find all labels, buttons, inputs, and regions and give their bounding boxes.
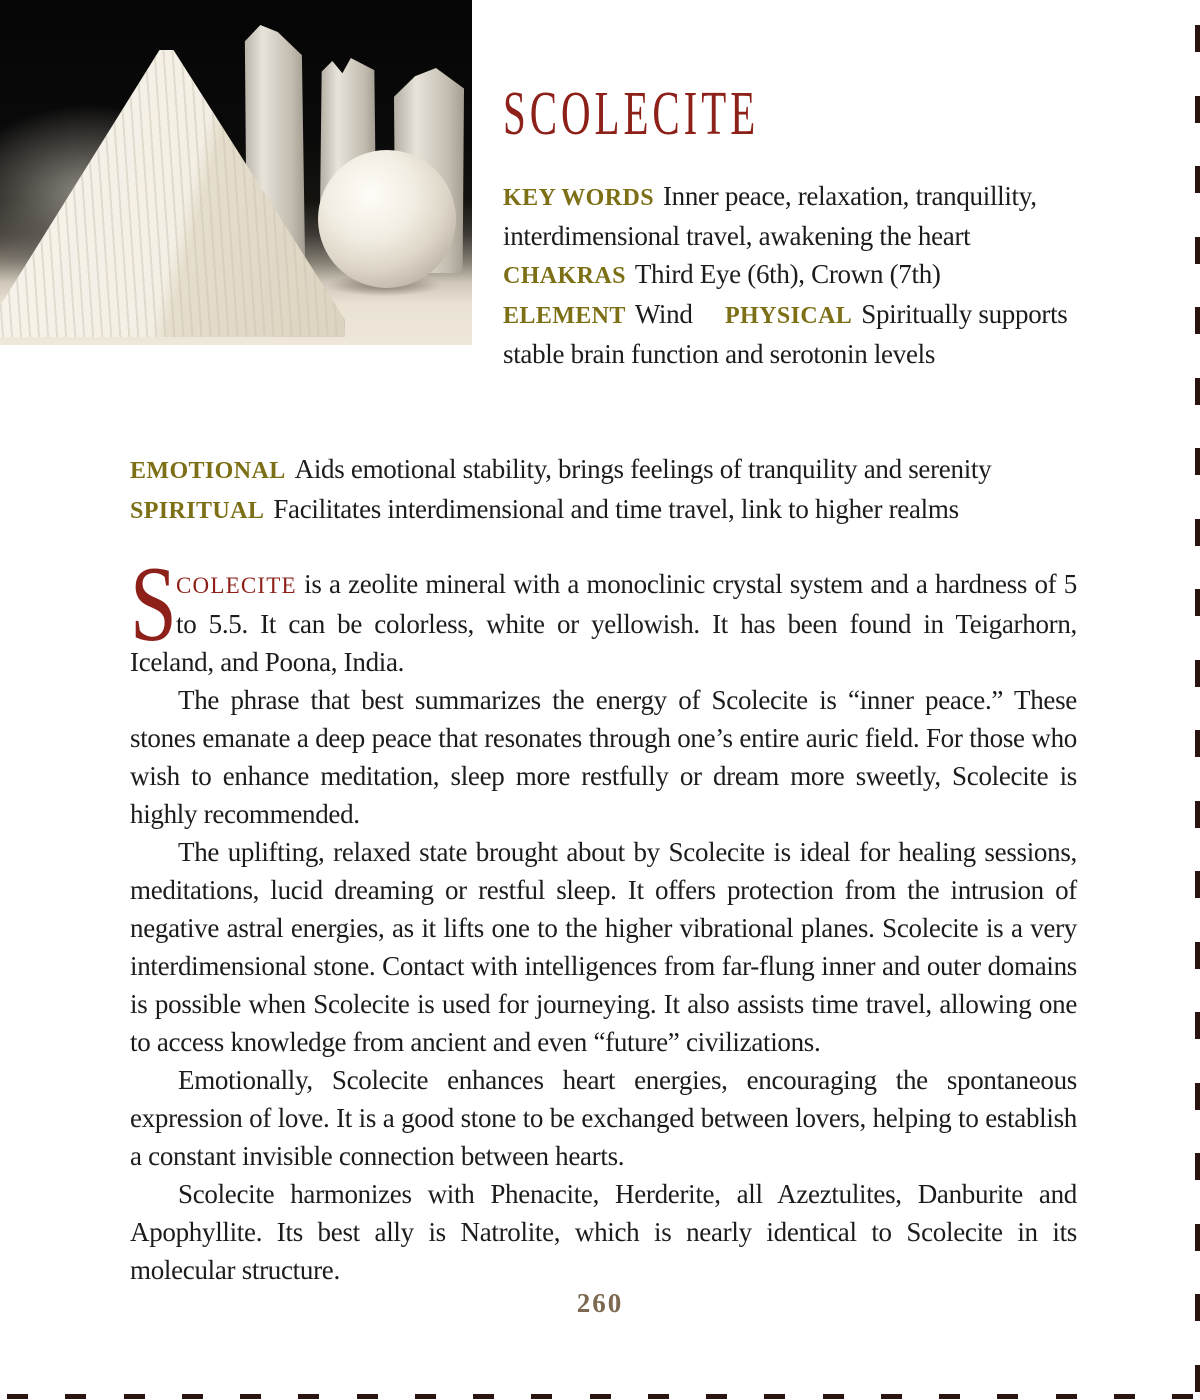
paragraph: [130, 545, 1077, 681]
border-dash: [182, 1394, 203, 1399]
edge-tab-marker: [1195, 871, 1200, 898]
physical-label: PHYSICAL: [725, 303, 853, 329]
edge-tab-column: [1195, 25, 1200, 1392]
border-dash: [997, 1394, 1018, 1399]
border-dash: [124, 1394, 145, 1399]
property-list: [503, 177, 1078, 373]
key-words-label: KEY WORDS: [503, 185, 654, 211]
border-dash: [648, 1394, 669, 1399]
edge-tab-marker: [1195, 1012, 1200, 1039]
edge-tab-marker: [1195, 519, 1200, 546]
spiritual-value: Facilitates interdimensional and time travel, link to higher realms: [273, 494, 959, 524]
paragraph: The uplifting, relaxed state brought about by Scolecite is ideal for healing sessions, meditations, lucid dreaming or restful sleep. It offers protection from the intrusion of negative astral energies, as it lifts one to the higher vibrational planes. Scolecite is a very interdimensional stone. Contact with intelligences from far-flung inner and outer domains is possible when Scolecite is used for journeying. It also assists time travel, allowing one to access knowledge from ancient and even “future” civilizations.: [130, 837, 1077, 1057]
border-dash: [764, 1394, 785, 1399]
border-dash: [706, 1394, 727, 1399]
edge-tab-marker: [1195, 1153, 1200, 1180]
edge-tab-marker: [1195, 378, 1200, 405]
border-dash: [881, 1394, 902, 1399]
crystal-sphere: [318, 150, 456, 288]
drop-cap: S: [130, 545, 177, 664]
physical-value: Spiritually supports stable brain function and serotonin levels: [503, 299, 1068, 369]
edge-tab-marker: [1195, 237, 1200, 264]
border-dash: [531, 1394, 552, 1399]
edge-tab-marker: [1195, 801, 1200, 828]
paragraph: Emotionally, Scolecite enhances heart energies, encouraging the spontaneous expression of love. It is a good stone to be exchanged between lovers, helping to establish a constant invisible connection between hearts.: [130, 1065, 1077, 1171]
border-dash: [298, 1394, 319, 1399]
border-dash: [1114, 1394, 1135, 1399]
edge-tab-marker: [1195, 589, 1200, 616]
paragraph: Scolecite harmonizes with Phenacite, Herderite, all Azeztulites, Danburite and Apophyllite. Its best ally is Natrolite, which is nearly identical to Scolecite in its molecular structure.: [130, 1179, 1077, 1285]
lead-small-caps: COLECITE: [176, 573, 297, 598]
border-dash: [415, 1394, 436, 1399]
edge-tab-marker: [1195, 730, 1200, 757]
emotional-label: EMOTIONAL: [130, 458, 286, 484]
bottom-dash-border: [0, 1394, 1200, 1399]
edge-tab-marker: [1195, 1224, 1200, 1251]
edge-tab-marker: [1195, 96, 1200, 123]
edge-tab-marker: [1195, 1365, 1200, 1392]
chakras-value: Third Eye (6th), Crown (7th): [634, 259, 941, 289]
key-words-value: Inner peace, relaxation, tranquillity, interdimensional travel, awakening the heart: [503, 181, 1037, 251]
article-body: [130, 545, 1077, 1289]
border-dash: [1172, 1394, 1193, 1399]
header-column: [503, 0, 1078, 450]
edge-tab-marker: [1195, 942, 1200, 969]
edge-tab-marker: [1195, 25, 1200, 52]
edge-tab-marker: [1195, 448, 1200, 475]
spiritual-label: SPIRITUAL: [130, 498, 265, 524]
element-label: ELEMENT: [503, 303, 626, 329]
border-dash: [65, 1394, 86, 1399]
border-dash: [240, 1394, 261, 1399]
border-dash: [823, 1394, 844, 1399]
paragraph: The phrase that best summarizes the energy of Scolecite is “inner peace.” These stones emanate a deep peace that resonates through one’s entire auric field. For those who wish to enhance meditation, sleep more restfully or dream more sweetly, Scolecite is highly recommended.: [130, 685, 1077, 829]
emotional-value: Aids emotional stability, brings feelings of tranquility and serenity: [294, 454, 992, 484]
border-dash: [357, 1394, 378, 1399]
border-dash: [473, 1394, 494, 1399]
border-dash: [590, 1394, 611, 1399]
border-dash: [939, 1394, 960, 1399]
edge-tab-marker: [1195, 1294, 1200, 1321]
edge-tab-marker: [1195, 166, 1200, 193]
property-list-wide: [130, 450, 1077, 530]
paragraph-text: is a zeolite mineral with a monoclinic crystal system and a hardness of 5 to 5.5. It can be colorless, white or yellowish. It has been found in Teigarhorn, Iceland, and Poona, India.: [130, 569, 1077, 677]
edge-tab-marker: [1195, 307, 1200, 334]
element-value: Wind: [634, 299, 693, 329]
chakras-label: CHAKRAS: [503, 263, 626, 289]
border-dash: [1056, 1394, 1077, 1399]
edge-tab-marker: [1195, 1083, 1200, 1110]
page-number: 260: [576, 1288, 624, 1318]
scolecite-photo: [0, 0, 472, 345]
page-title: SCOLECITE: [503, 80, 760, 148]
edge-tab-marker: [1195, 660, 1200, 687]
border-dash: [7, 1394, 28, 1399]
